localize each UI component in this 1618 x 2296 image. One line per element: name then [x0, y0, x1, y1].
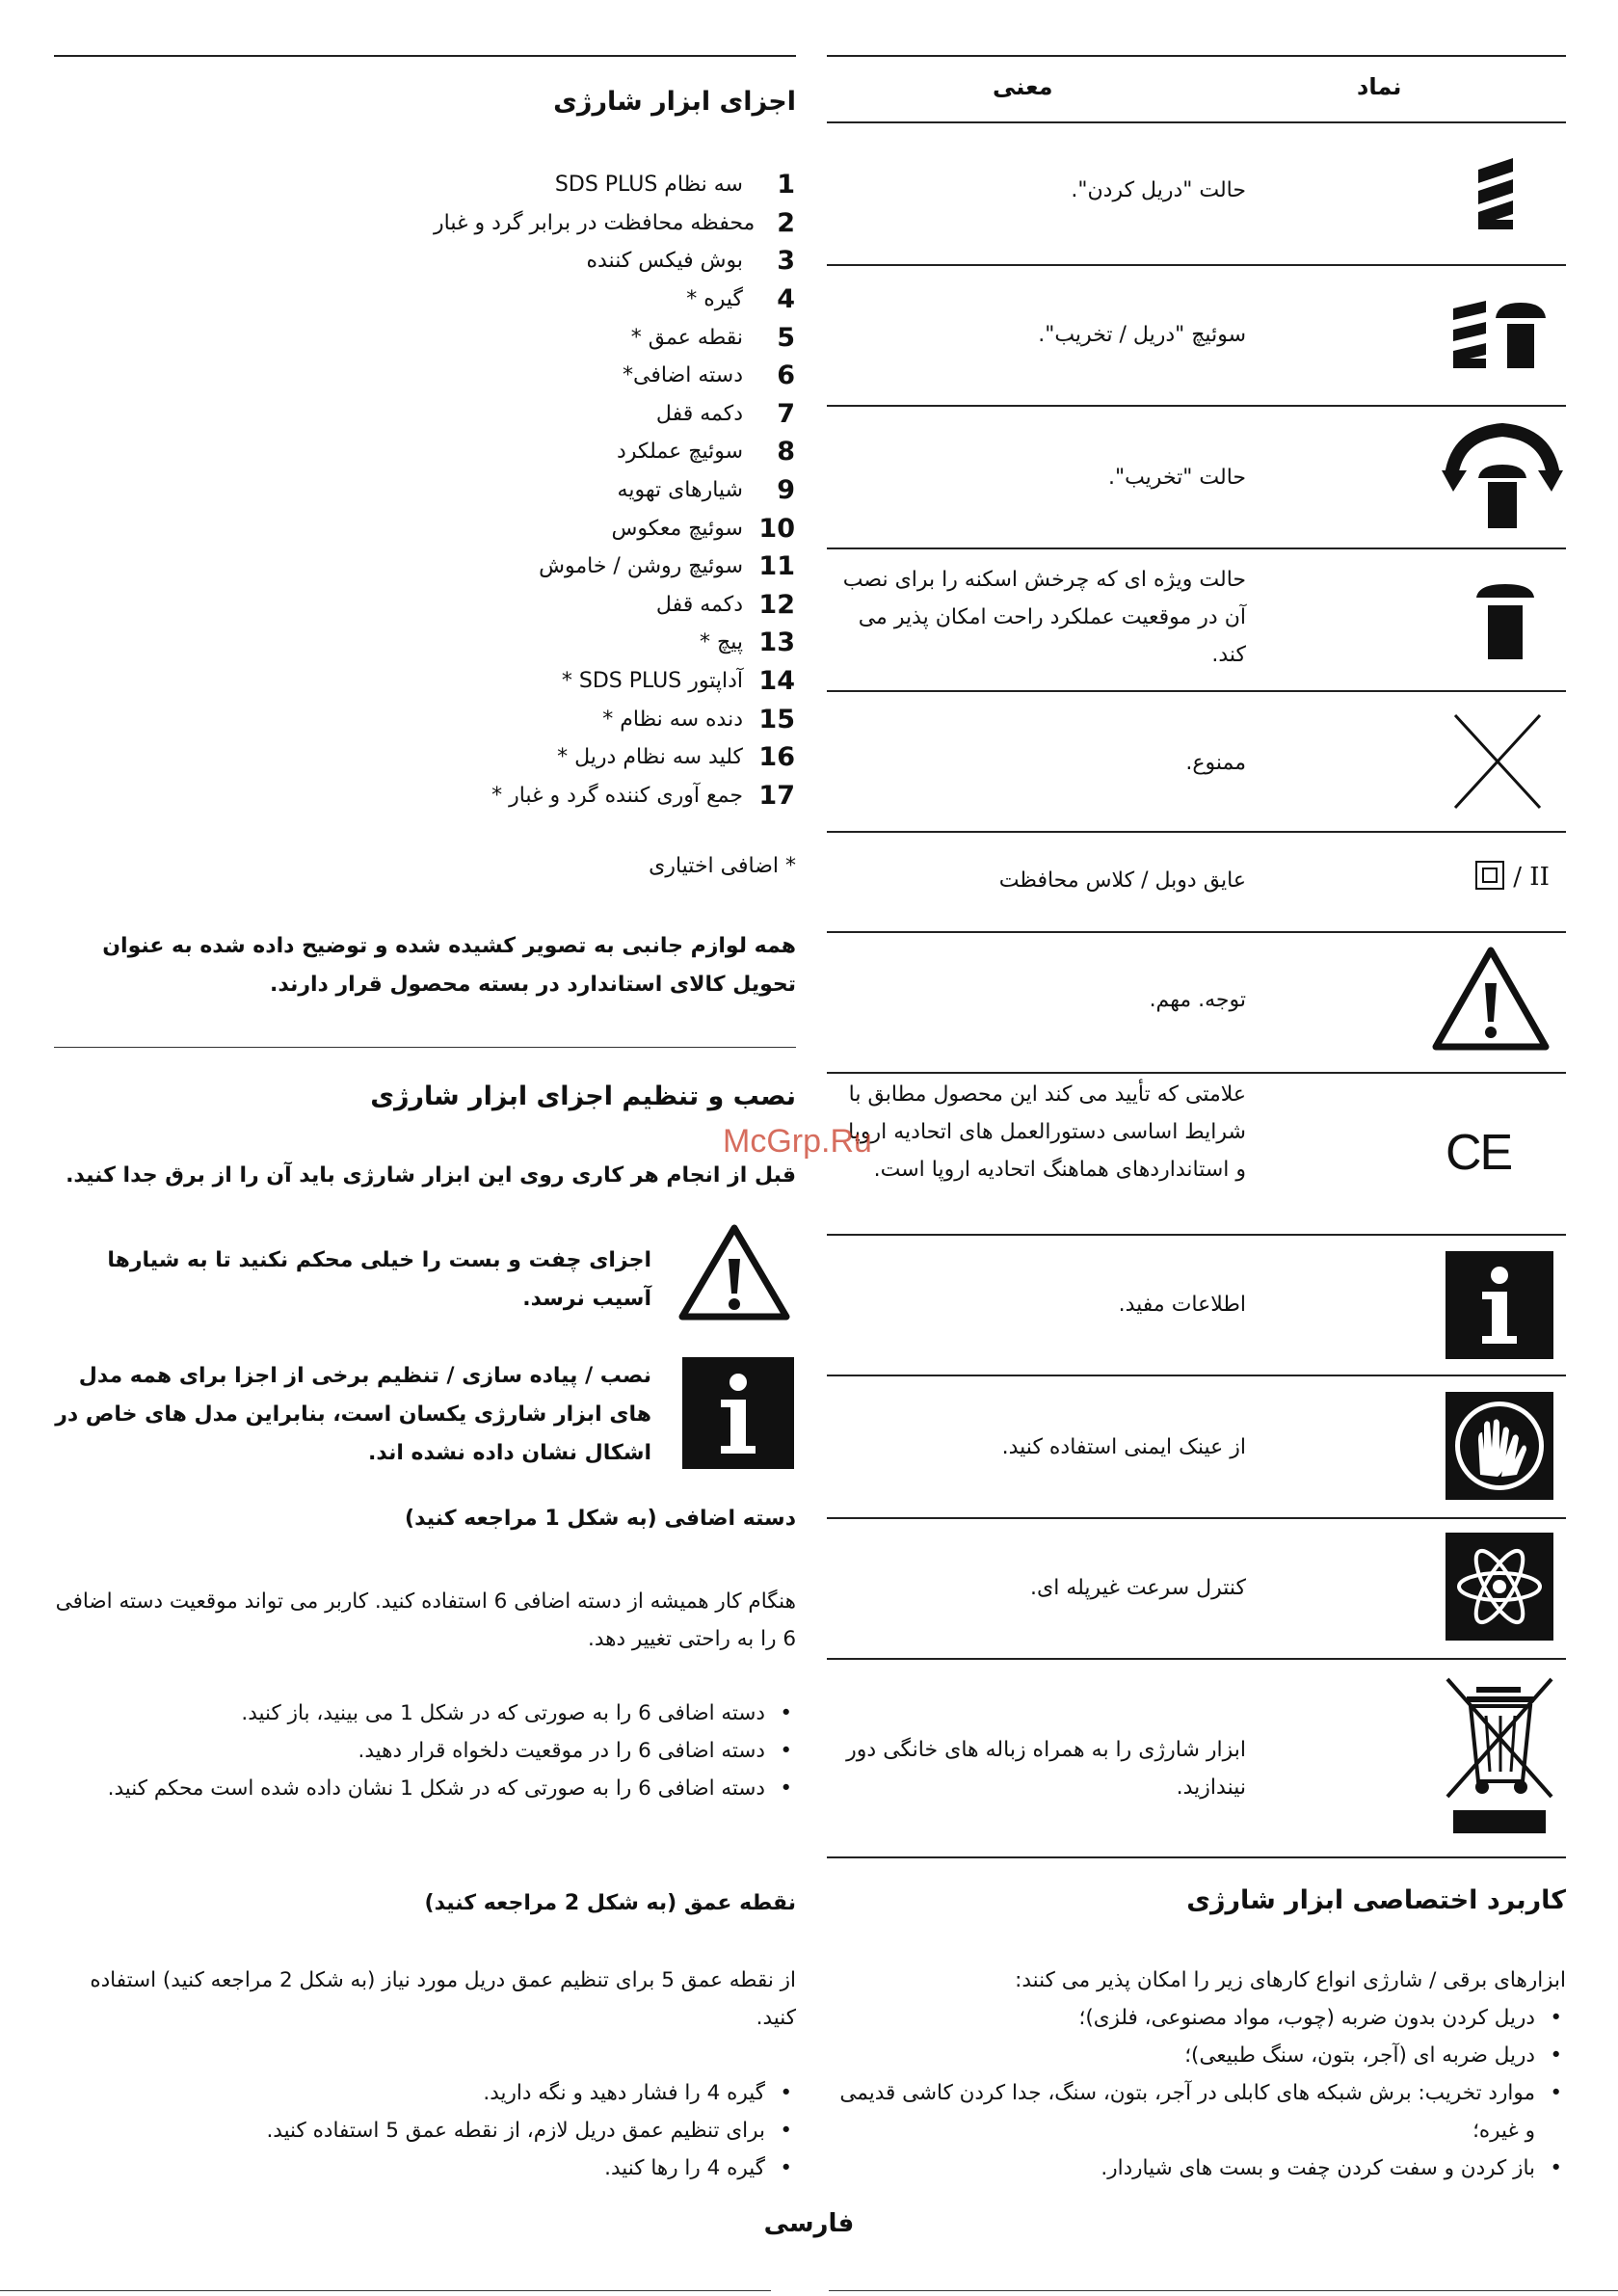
- part-number: 7: [777, 398, 795, 429]
- symbol-row: [827, 547, 1566, 692]
- accessories-note: همه لوازم جانبی به تصویر کشیده شده و توضیح داده شده به عنوان تحویل کالای استاندارد در بسته محصول قرار دارند.: [102, 934, 796, 997]
- symbol-meaning: از عینک ایمنی استفاده کنید.: [1001, 1435, 1246, 1459]
- footer-language: فارسی: [763, 2209, 855, 2238]
- part-label: سوئیچ روشن / خاموش: [539, 554, 743, 579]
- part-number: 2: [777, 207, 795, 238]
- symbol-row: [827, 1072, 1566, 1236]
- gloves-icon: [1446, 1392, 1553, 1500]
- symbol-row: [827, 121, 1566, 266]
- symbol-meaning: کنترل سرعت غیرپله ای.: [1030, 1576, 1246, 1600]
- parts-list-item: [434, 509, 795, 547]
- part-number: 15: [758, 704, 795, 734]
- table-header-symbol: نماد: [1357, 73, 1402, 100]
- list-item: • باز کردن و سفت کردن چفت و بست های شیاردار.: [827, 2149, 1566, 2187]
- unplug-warning: قبل از انجام هر کاری روی این ابزار شارژی باید آن را از برق جدا کنید.: [66, 1163, 796, 1188]
- part-label: جمع آوری کننده گرد و غبار *: [491, 783, 743, 808]
- symbol-row: [827, 405, 1566, 549]
- part-label: کلید سه نظام دریل *: [557, 745, 743, 770]
- symbol-meaning: عایق دوبل / کلاس محافظت: [998, 868, 1246, 893]
- depth-stop-heading: نقطه عمق (به شکل 2 مراجعه کنید): [424, 1891, 796, 1915]
- list-item: • گیره 4 را فشار دهید و نگه دارید.: [54, 2074, 796, 2112]
- tighten-warning: اجزای چفت و بست را خیلی محکم نکنید تا به شیارها آسیب نرسد.: [107, 1248, 651, 1311]
- warning-icon: [1430, 945, 1552, 1053]
- parts-list: [434, 166, 795, 814]
- symbol-row: [827, 831, 1566, 933]
- info-note: نصب / پیاده سازی / تنظیم برخی از اجزا برای همه مدل های ابزار شارژی یکسان است، بنابراین مدل های خاص در اشکال نشان داده نشده اند.: [55, 1364, 651, 1465]
- list-item: • دسته اضافی 6 را به صورتی که در شکل 1 نشان داده شده است محکم کنید.: [54, 1770, 796, 1807]
- drill-chisel-switch-icon: [1451, 299, 1548, 370]
- parts-list-item: [434, 624, 795, 662]
- part-number: 4: [777, 284, 795, 315]
- footer-rule-left: [0, 2290, 771, 2291]
- intended-use-text: [827, 1962, 1566, 2187]
- symbol-meaning: حالت ویژه ای که چرخش اسکنه را برای نصب آن در موقعیت عملکرد راحت امکان پذیر می کند.: [842, 568, 1246, 667]
- symbol-row: [827, 1658, 1566, 1858]
- part-number: 5: [777, 322, 795, 353]
- parts-list-item: [434, 586, 795, 625]
- prohibited-icon: [1451, 711, 1544, 812]
- part-label: سه نظام SDS PLUS: [554, 173, 743, 198]
- optional-note: * اضافی اختیاری: [649, 854, 796, 878]
- weee-bin-icon: [1444, 1677, 1555, 1835]
- symbol-meaning: حالت "تخریب".: [1107, 466, 1246, 490]
- ce-mark-icon: CE: [1446, 1125, 1512, 1181]
- section-divider: [54, 1047, 796, 1048]
- parts-list-item: [434, 777, 795, 815]
- parts-list-item: [434, 280, 795, 319]
- list-item: • گیره 4 را رها کنید.: [54, 2149, 796, 2187]
- part-label: دنده سه نظام *: [602, 707, 743, 732]
- symbol-meaning: توجه. مهم.: [1149, 988, 1246, 1012]
- intended-use-intro: ابزارهای برقی / شارژی انواع کارهای زیر را امکان پذیر می کنند:: [1015, 1968, 1566, 1992]
- list-item: • دریل ضربه ای (آجر، بتون، سنگ طبیعی)؛: [827, 2037, 1566, 2074]
- parts-list-item: [434, 357, 795, 395]
- info-icon: [1446, 1251, 1553, 1359]
- aux-handle-heading: دسته اضافی (به شکل 1 مراجعه کنید): [405, 1507, 796, 1531]
- warning-icon: [676, 1222, 792, 1322]
- chisel-position-icon: [1474, 582, 1536, 661]
- part-number: 14: [758, 666, 795, 697]
- list-item: • دسته اضافی 6 را به صورتی که در شکل 1 می بینید، باز کنید.: [54, 1695, 796, 1732]
- symbol-meaning: سوئیچ "دریل / تخریب".: [1038, 323, 1246, 347]
- top-rule-left: [54, 55, 796, 57]
- aux-handle-intro: هنگام کار همیشه از دسته اضافی 6 استفاده کنید. کاربر می تواند موقعیت دسته اضافی 6 را به راحتی تغییر دهد.: [55, 1589, 796, 1651]
- class-ii-icon: [1474, 860, 1550, 892]
- list-item: • برای تنظیم عمق دریل لازم، از نقطه عمق 5 استفاده کنید.: [54, 2112, 796, 2149]
- part-number: 13: [758, 627, 795, 658]
- parts-list-item: [434, 662, 795, 701]
- symbol-row: [827, 1375, 1566, 1519]
- symbol-meaning: علامتی که تأیید می کند این محصول مطابق با شرایط اساسی دستورالعمل های اتحادیه اروپا و استانداردهای هماهنگ اتحادیه اروپا است.: [848, 1082, 1246, 1182]
- depth-stop-intro: از نقطه عمق 5 برای تنظیم عمق دریل مورد نیاز (به شکل 2 مراجعه کنید) استفاده کنید.: [90, 1968, 796, 2030]
- list-item: • موارد تخریب: برش شبکه های کابلی در آجر، بتون، سنگ، جدا کردن کاشی قدیمی و غیره؛: [827, 2074, 1566, 2149]
- parts-list-item: [434, 204, 795, 243]
- table-header-meaning: معنی: [993, 73, 1053, 100]
- parts-list-item: [434, 395, 795, 434]
- parts-list-item: [434, 242, 795, 280]
- intended-use-title: کاربرد اختصاصی ابزار شارژی: [1186, 1885, 1566, 1915]
- parts-list-item: [434, 547, 795, 586]
- symbol-row: [827, 931, 1566, 1074]
- symbol-row: [827, 264, 1566, 407]
- top-rule-right: [827, 55, 1566, 57]
- drill-mode-icon: [1474, 156, 1521, 233]
- part-label: بوش فیکس کننده: [586, 249, 743, 274]
- part-label: دسته اضافی*: [622, 363, 743, 388]
- part-label: شیارهای تهویه: [617, 478, 743, 503]
- chisel-mode-icon: [1442, 418, 1563, 532]
- parts-list-item: [434, 471, 795, 510]
- parts-list-item: [434, 166, 795, 204]
- depth-stop-bullets: [54, 2074, 796, 2187]
- footer-rule-right: [829, 2290, 1618, 2291]
- part-number: 1: [777, 170, 795, 200]
- parts-list-item: [434, 318, 795, 357]
- symbol-meaning: ابزار شارژی را به همراه زباله های خانگی دور نیندازید.: [846, 1738, 1246, 1800]
- part-label: نقطه عمق *: [630, 325, 743, 350]
- aux-handle-bullets: [54, 1695, 796, 1807]
- part-label: آداپتور SDS PLUS *: [561, 669, 743, 694]
- part-number: 8: [777, 437, 795, 467]
- parts-list-item: [434, 738, 795, 777]
- parts-section-title: اجزای ابزار شارژی: [553, 87, 796, 117]
- variable-speed-icon: [1446, 1533, 1553, 1641]
- symbol-row: [827, 690, 1566, 833]
- part-label: سوئیچ معکوس: [611, 516, 743, 541]
- part-label: سوئیچ عملکرد: [617, 440, 743, 465]
- list-item: • دریل کردن بدون ضربه (چوب، مواد مصنوعی، فلزی)؛: [827, 1999, 1566, 2037]
- class-ii-label: II /: [1513, 863, 1550, 892]
- parts-list-item: [434, 433, 795, 471]
- symbol-meaning: اطلاعات مفید.: [1118, 1293, 1246, 1317]
- watermark: McGrp.Ru: [723, 1123, 872, 1160]
- part-label: دکمه قفل: [655, 592, 743, 617]
- part-number: 17: [758, 780, 795, 811]
- info-icon: [682, 1357, 794, 1469]
- part-number: 12: [758, 589, 795, 620]
- list-item: • دسته اضافی 6 را در موقعیت دلخواه قرار دهید.: [54, 1732, 796, 1770]
- symbol-row: [827, 1234, 1566, 1376]
- part-number: 16: [758, 742, 795, 773]
- double-square-icon: [1474, 860, 1505, 891]
- part-number: 6: [777, 360, 795, 391]
- assembly-section-title: نصب و تنظیم اجزای ابزار شارژی: [370, 1081, 796, 1111]
- part-number: 9: [777, 475, 795, 506]
- parts-list-item: [434, 700, 795, 738]
- part-number: 11: [758, 551, 795, 582]
- part-label: محفظه محافظت در برابر گرد و غبار: [434, 210, 756, 235]
- symbol-meaning: حالت "دریل کردن".: [1071, 178, 1246, 202]
- part-label: گیره *: [686, 287, 743, 312]
- part-number: 3: [777, 246, 795, 277]
- symbol-meaning: ممنوع.: [1185, 751, 1246, 775]
- symbol-row: [827, 1517, 1566, 1660]
- part-label: پیچ *: [700, 630, 743, 655]
- part-number: 10: [758, 513, 795, 544]
- part-label: دکمه قفل: [655, 401, 743, 426]
